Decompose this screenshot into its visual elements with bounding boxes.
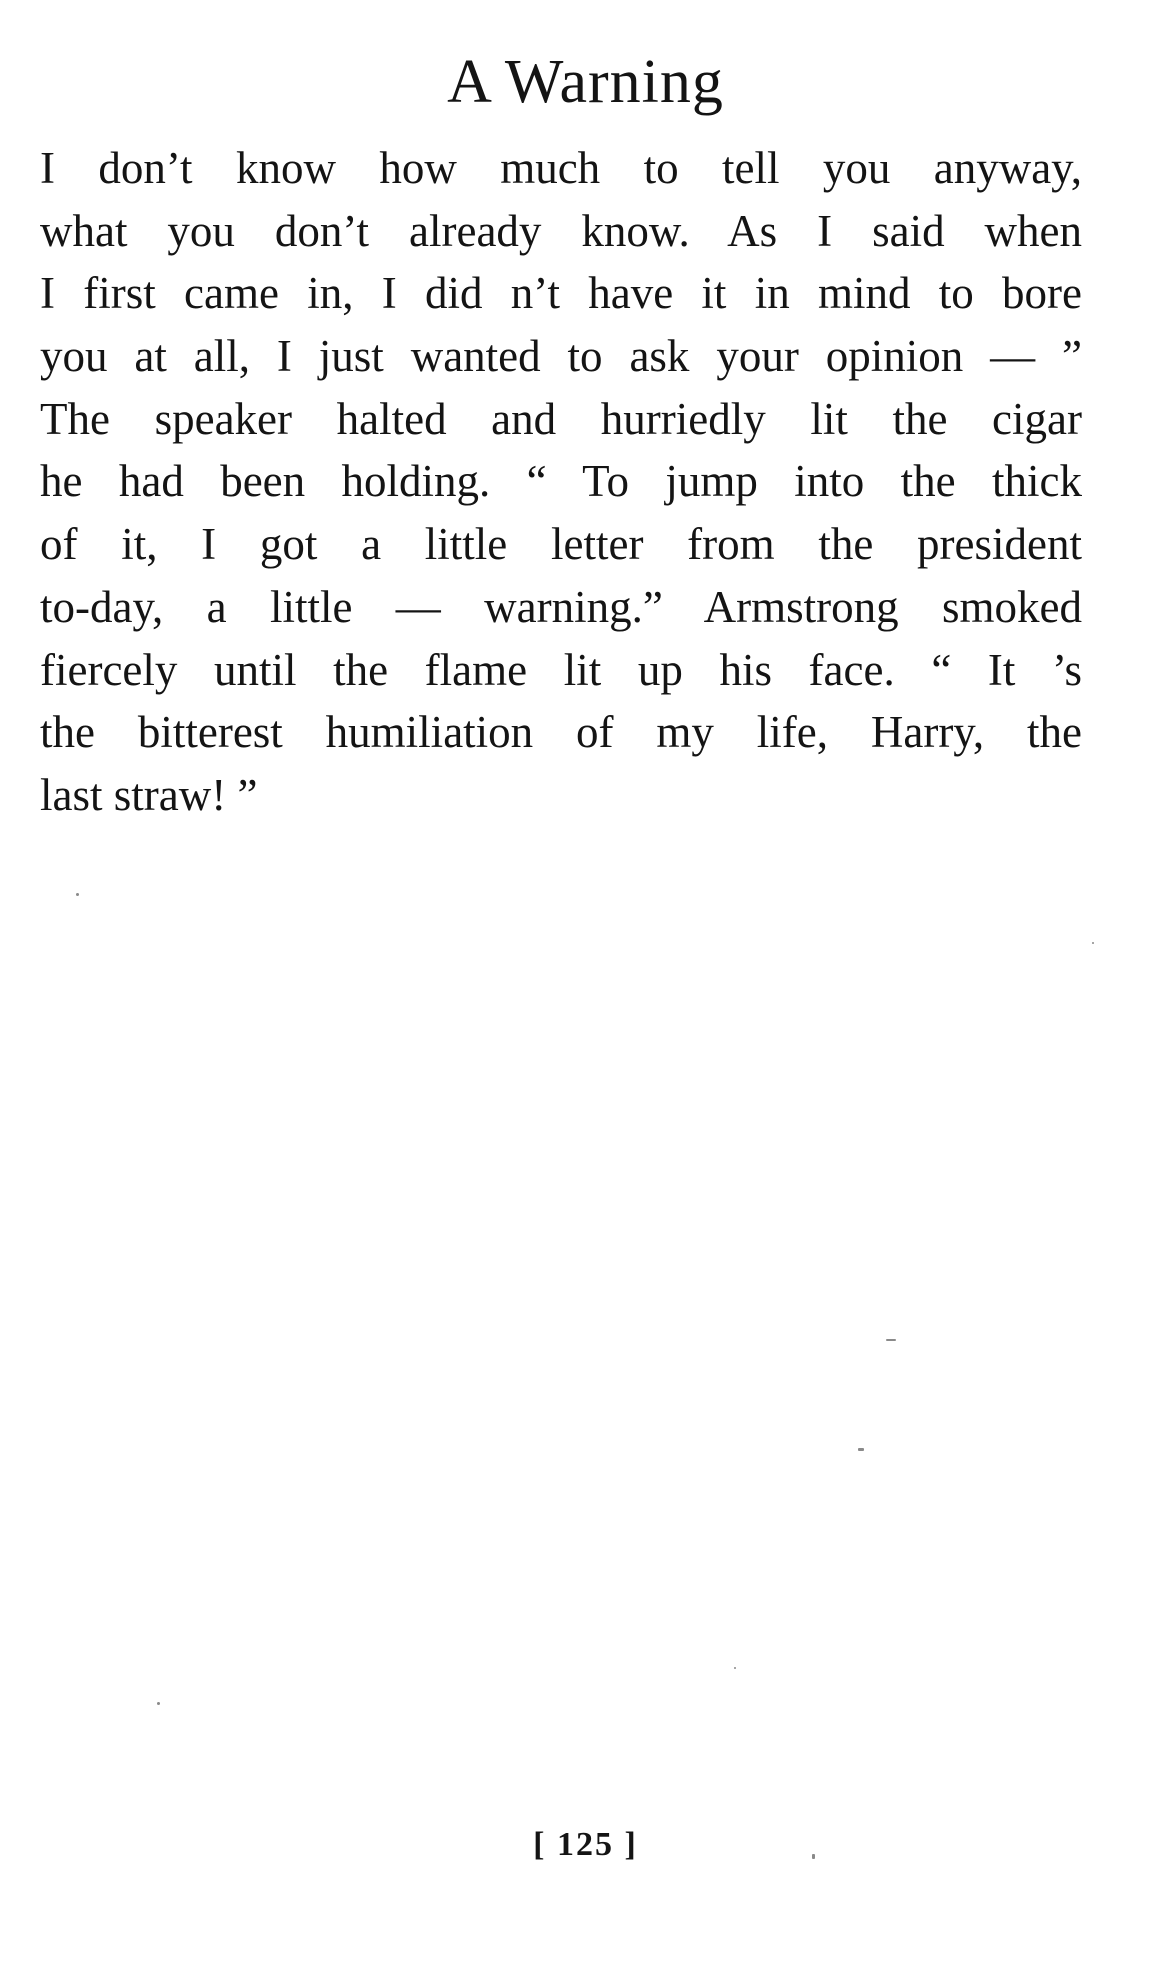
text-line: he had been holding. “ To jump into the thick (40, 456, 1082, 507)
text-line: of it, I got a little letter from the president (40, 519, 1082, 570)
text-line: what you don’t already know. As I said when (40, 205, 1082, 256)
page-title: A Warning (447, 48, 724, 116)
text-line: fiercely until the flame lit up his face. “ It ’s (40, 644, 1082, 695)
text-line: I don’t know how much to tell you anyway, (40, 143, 1082, 193)
text-line: the bitterest humiliation of my life, Harry, the (40, 707, 1082, 758)
text-line: I first came in, I did n’t have it in mind to bore (40, 268, 1082, 319)
scan-speck (886, 1339, 896, 1341)
scan-speck (1092, 942, 1094, 944)
scan-speck (734, 1667, 736, 1669)
text-line: The speaker halted and hurriedly lit the cigar (40, 393, 1082, 444)
page-number: [ 125 ] (533, 1826, 638, 1863)
text-line: you at all, I just wanted to ask your opinion — ” (40, 331, 1082, 382)
text-line: to-day, a little — warning.” Armstrong smoked (40, 581, 1082, 632)
scan-speck (157, 1702, 160, 1705)
scan-speck (76, 893, 79, 896)
text-line: last straw! ” (40, 769, 258, 820)
scan-speck (858, 1448, 864, 1451)
body-text (40, 137, 1082, 827)
